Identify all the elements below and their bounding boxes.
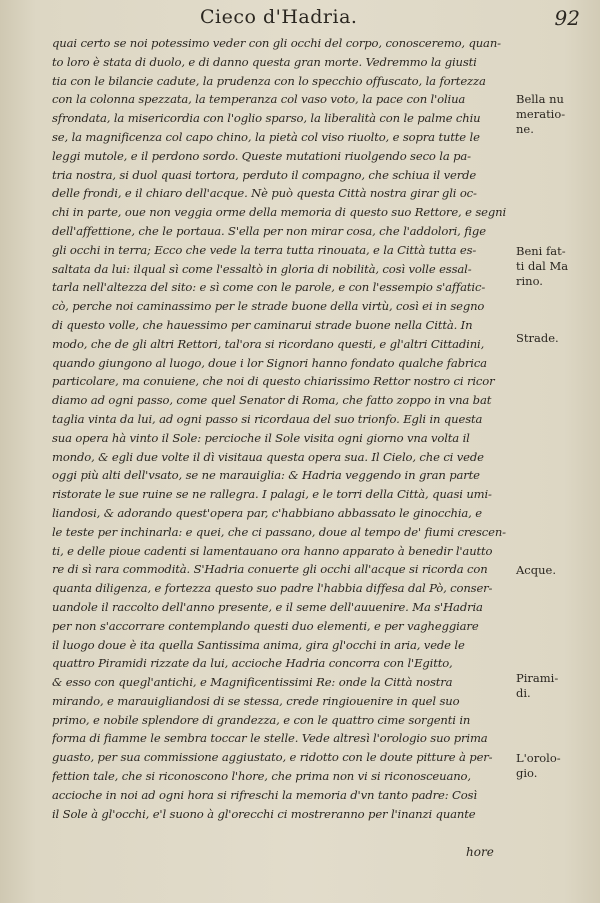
text-line: quando giungono al luogo, doue i lor Signori hanno fondato qualche fabrica: [52, 355, 487, 370]
text-line: particolare, ma conuiene, che noi di questo chiarissimo Rettor nostro ci ricor: [52, 374, 495, 389]
text-line: di questo volle, che hauessimo per caminarui strade buone nella Città. In: [52, 317, 473, 332]
text-line: leggi mutole, e il perdono sordo. Queste mutationi riuolgendo seco la pa-: [52, 148, 471, 163]
text-line: to loro è stata di duolo, e di danno questa gran morte. Vedremmo la giusti: [52, 54, 477, 69]
text-line: cò, perche noi caminassimo per le strade buone della virtù, così ei in segno: [52, 299, 485, 314]
text-line: le teste per inchinarla: e quei, che ci passano, doue al tempo de' fiumi crescen-: [52, 524, 506, 539]
text-line: per non s'accorrare contemplando questi duo elementi, e per vagheggiare: [52, 618, 479, 633]
catchword: hore: [466, 845, 494, 859]
text-line: il luogo doue è ita quella Santissima anima, gira gl'occhi in aria, vede le: [52, 637, 465, 652]
text-line: modo, che de gli altri Rettori, tal'ora si ricordano questi, e gl'altri Cittadini,: [52, 336, 485, 351]
text-line: saltata da lui: ilqual sì come l'essaltò in gloria di nobilità, così volle essal-: [52, 261, 472, 276]
text-line: con la colonna spezzata, la temperanza col vaso voto, la pace con l'oliua: [52, 92, 466, 107]
page-header: [200, 6, 580, 34]
text-line: mondo, & egli due volte il dì visitaua questa opera sua. Il Cielo, che ci vede: [52, 449, 484, 464]
text-line: diamo ad ogni passo, come quel Senator di Roma, che fatto zoppo in vna bat: [52, 393, 492, 408]
text-line: fettion tale, che si riconoscono l'hore, che prima non vi si riconosceuano,: [52, 769, 471, 784]
margin-note-piramidi: Pirami- di.: [516, 671, 559, 700]
text-line: quai certo se noi potessimo veder con gli occhi del corpo, conosceremo, quan-: [52, 36, 501, 50]
text-line: guasto, per sua commissione aggiustato, e ridotto con le doute pitture à per-: [52, 750, 493, 765]
text-line: re di sì rara commodità. S'Hadria conuerte gli occhi all'acque si ricorda con: [52, 562, 488, 577]
text-line: delle frondi, e il chiaro dell'acque. Nè può questa Città nostra girar gli oc-: [52, 186, 477, 201]
text-line: mirando, e marauigliandosi di se stessa, crede ringiouenire in quel suo: [52, 693, 460, 708]
text-line: oggi più alti dell'vsato, se ne marauiglia: & Hadria veggendo in gran parte: [52, 468, 480, 483]
text-line: taglia vinta da lui, ad ogni passo si ricordaua del suo trionfo. Egli in questa: [52, 411, 483, 426]
text-line: uandole il raccolto dell'anno presente, e il seme dell'auuenire. Ma s'Hadria: [52, 599, 483, 614]
text-line: sua opera hà vinto il Sole: percioche il Sole visita ogni giorno vna volta il: [52, 430, 470, 445]
text-line: chi in parte, oue non veggia orme della memoria di questo suo Rettore, e segni: [52, 205, 507, 220]
text-line: ti, e delle pioue cadenti si lamentauano ora hanno apparato à benedir l'autto: [52, 543, 493, 558]
text-line: forma di fiamme le sembra toccar le stelle. Vede altresì l'orologio suo prima: [52, 731, 488, 746]
margin-note-beni-fatti: Beni fat- ti dal Ma rino.: [516, 244, 569, 288]
text-line: tria nostra, si duol quasi tortora, perduto il compagno, che schiua il verde: [52, 167, 477, 182]
text-line: sfrondata, la misericordia con l'oglio sparso, la liberalità con le palme chiu: [52, 111, 481, 126]
text-line: primo, e nobile splendore di grandezza, e con le quattro cime sorgenti in: [52, 712, 471, 727]
text-line: liandosi, & adorando quest'opera par, c'habbiano abbassato le ginocchia, e: [52, 505, 482, 520]
text-line: tia con le bilancie cadute, la prudenza con lo specchio offuscato, la fortezza: [52, 73, 486, 88]
text-line: ristorate le sue ruine se ne rallegra. I palagi, e le torri della Città, quasi umi-: [52, 487, 492, 502]
text-line: accioche in noi ad ogni hora si rifreschi la memoria d'vn tanto padre: Così: [52, 787, 477, 802]
margin-note-strade: Strade.: [516, 331, 559, 345]
text-line: gli occhi in terra; Ecco che vede la terra tutta rinouata, e la Città tutta es-: [52, 242, 477, 257]
margin-note-orologio: L'orolo- gio.: [516, 751, 561, 780]
margin-note-bella-numeratione: Bella nu meratio- ne.: [516, 92, 566, 136]
page-number: 92: [554, 6, 580, 30]
body-text: [52, 34, 512, 823]
running-title: Cieco d'Hadria.: [200, 6, 358, 28]
text-line: se, la magnificenza col capo chino, la pietà col viso riuolto, e sopra tutte le: [52, 129, 480, 144]
text-line: tarla nell'altezza del sito: e sì come con le parole, e con l'essempio s'affatic-: [52, 280, 486, 295]
text-line: quattro Piramidi rizzate da lui, accioche Hadria concorra con l'Egitto,: [52, 656, 453, 671]
text-line: quanta diligenza, e fortezza questo suo padre l'habbia diffesa dal Pò, conser-: [52, 581, 493, 596]
margin-note-acque: Acque.: [516, 563, 556, 577]
text-line: il Sole à gl'occhi, e'l suono à gl'orecchi ci mostreranno per l'inanzi quante: [52, 806, 476, 821]
text-line: & esso con quegl'antichi, e Magnificentissimi Re: onde la Città nostra: [52, 675, 453, 690]
text-line: dell'affettione, che le portaua. S'ella per non mirar cosa, che l'addolori, fige: [52, 223, 486, 238]
